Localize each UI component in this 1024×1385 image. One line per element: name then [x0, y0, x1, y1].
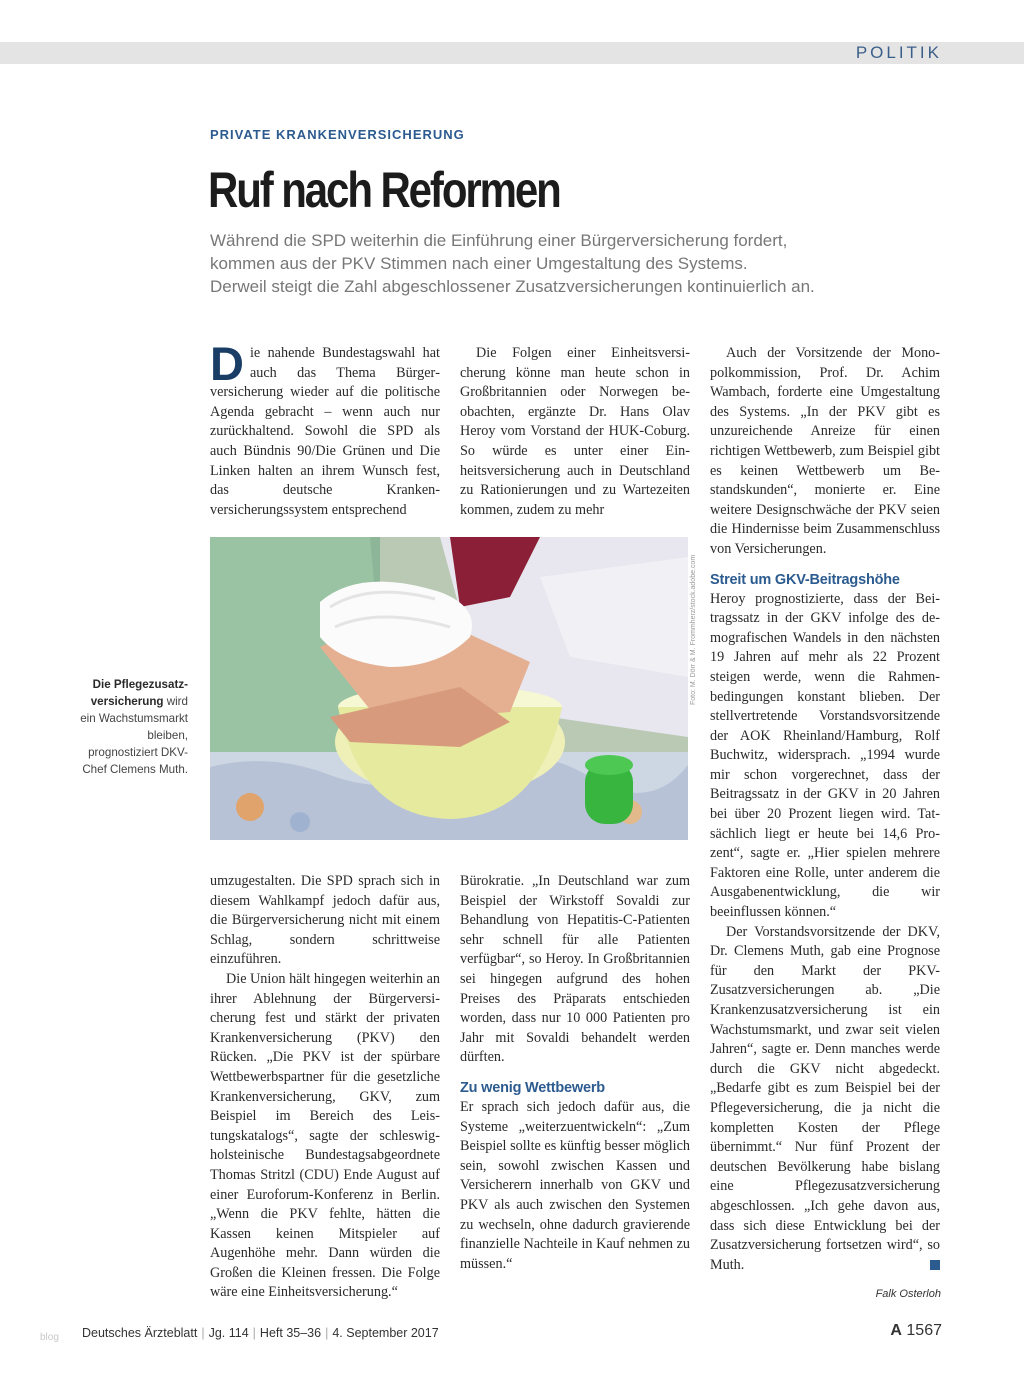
article-title: Ruf nach Reformen [208, 162, 560, 218]
issue-date: 4. September 2017 [332, 1326, 439, 1340]
journal-issue: Heft 35–36 [259, 1326, 322, 1340]
paragraph: Die Union hält hingegen weiterhin an ihrer Ablehnung der Bürgerversicherung fest und stärkt der privaten Krankenversicherung (PKV) den Rücken. „Die PKV ist der spürbare Wettbewerbspartner für die gesetzliche Krankenversicherung, GKV, zum Beispiel im Bereich des Leistungskatalogs“, sagte der schleswig-holsteinische Bundestagsabgeordnete Thomas Stritzl (CDU) Ende August auf einer Euroforum-Konferenz in Berlin. „Wenn die PKV fehlte, hätten die Kassen keinen Mitspieler auf Augenhöhe mehr. Dann würden die Großen die Kleinen fressen. Die Folge wäre eine Einheitsversicherung.“ [210, 970, 440, 1301]
paragraph: Der Vorstandsvorsitzende der DKV, Dr. Clemens Muth, gab eine Prognose für den Markt der PKV-Zusatzversicherungen ab. „Die Krankenzusatzversicherung ist ein Wachstumsmarkt, und zwar seit vielen Jahren“, sagte er. Denn manches werde durch die GKV nicht abgedeckt. „Bedarfe gibt es zum Beispiel bei der Pflegeversicherung, die ja nicht die kompletten Kosten der Pflege übernimmt.“ Nur fünf Prozent der deutschen Bevölkerung habe bislang eine Pflegezusatzversicherung abgeschlossen. „Ich gehe davon aus, dass sich diese Entwicklung bei der Zusatzversicherung fortsetzen wird“, so Muth. [710, 923, 940, 1273]
column-1-top [210, 337, 440, 520]
article-kicker: PRIVATE KRANKENVERSICHERUNG [210, 127, 465, 142]
journal-name: Deutsches Ärzteblatt [82, 1326, 198, 1340]
photo-caption: Die Pflegezusatzversicherung wird ein Wachstumsmarkt bleiben, prognostiziert DKV-Chef Clemens Muth. [80, 678, 188, 776]
column-3 [710, 344, 940, 1275]
page-footer: Deutsches Ärzteblatt | Jg. 114 | Heft 35–36 | 4. September 2017 [82, 1326, 439, 1340]
column-1-bottom [210, 872, 440, 1303]
lead-line: kommen aus der PKV Stimmen nach einer Umgestaltung des Systems. [210, 254, 748, 273]
column-2-top [460, 344, 690, 520]
paragraph: Bürokratie. „In Deutschland war zum Beispiel der Wirkstoff Sovaldi zur Behandlung von Hepatitis-C-Patienten sehr schnell für alle Patienten verfügbar“, so Heroy. In Großbritannien sei hingegen aufgrund des hohen Preises des Präparats entschieden worden, dass nur 10 000 Patienten pro Jahr mit Sovaldi behandelt werden dürften. [460, 873, 690, 1066]
end-mark-icon [930, 1260, 940, 1270]
paragraph: Auch der Vorsitzende der Monopolkommission, Prof. Dr. Achim Wambach, forderte eine Umgestaltung des Systems. „In der PKV gibt es unzureichende Anreize für einen richtigen Wettbewerb, zum Beispiel gibt es keinen Wettbewerb um Bestandskunden“, monierte er. Eine weitere Designschwäche der PKV seien die Hindernisse beim Zusammenschluss von Versicherungen. [710, 345, 940, 557]
photo-credit: Foto: M. Dörr & M. Frommherz/stock.adobe.com [690, 554, 697, 705]
photo-illustration [210, 537, 688, 840]
journal-volume: Jg. 114 [208, 1326, 249, 1340]
section-label: POLITIK [855, 43, 942, 62]
paragraph: Er sprach sich jedoch dafür aus, die Systeme „weiterzuentwickeln“: „Zum Beispiel sollte es künftig besser möglich sein, sowohl zwischen Kassen und Versicherern innerhalb von GKV und PKV als auch zwischen den Systemen zu wechseln, ohne dadurch gravierende finanzielle Nachteile in Kauf nehmen zu müssen.“ [460, 1098, 690, 1272]
subheading-beitragshoehe: Streit um GKV-Beitragshöhe [710, 571, 900, 588]
author-name: Falk Osterloh [875, 1288, 941, 1300]
lead-line: Während die SPD weiterhin die Einführung einer Bürgerversicherung fordert, [210, 231, 788, 250]
column-2-bottom [460, 872, 690, 1274]
paragraph: Heroy prognostizierte, dass der Beitragssatz in der GKV infolge des demografischen Wandels in den nächsten 19 Jahren auf mehr als 22 Prozent steigen werde, wenn die Rahmenbedingungen konstant blieben. Der stellvertretende Vorstandsvorsitzende der AOK Rheinland/Hamburg, Rolf Buchwitz, widersprach. „1994 wurde mir schon vorgerechnet, dass der Beitragssatz in der GKV in 20 Jahren bei über 20 Prozent liegen wird. Tatsächlich liegt er heute bei 14,6 Prozent“, sagte er. „Hier spielen mehrere Faktoren eine Rolle, unter anderem die Ausgabenentwicklung, die wir beeinflussen können.“ [710, 590, 940, 921]
paragraph: Die Folgen einer Einheitsversicherung könne man heute schon in Großbritannien oder Norwegen beobachten, ergänzte Dr. Hans Olav Heroy vom Vorstand der HUK-Coburg. So würde es unter einer Einheitsversicherung auch in Deutschland zu Rationierungen und zu Wartezeiten kommen, zudem zu mehr [460, 345, 690, 518]
lead-line: Derweil steigt die Zahl abgeschlossener Zusatzversicherungen kontinuierlich an. [210, 277, 815, 296]
article-lead [210, 229, 950, 298]
paragraph: Die nahende Bundestagswahl hat auch das Thema Bürgerversicherung wieder auf die politische Agenda gebracht – wenn auch nur zurückhaltend. Sowohl die SPD als auch Bündnis 90/Die Grünen und Die Linken halten an ihrem Wunsch fest, das deutsche Krankenversicherungssystem entsprechend [210, 337, 440, 518]
page-number: A 1567 [890, 1322, 942, 1339]
article-photo [210, 537, 688, 840]
watermark: blog [40, 1332, 59, 1343]
subheading-wettbewerb: Zu wenig Wettbewerb [460, 1079, 605, 1096]
paragraph: umzugestalten. Die SPD sprach sich in diesem Wahlkampf jedoch dafür aus, die Bürgerversicherung nicht mit einem Schlag, sondern schrittweise einzuführen. [210, 873, 440, 968]
drop-cap: D [210, 337, 244, 390]
